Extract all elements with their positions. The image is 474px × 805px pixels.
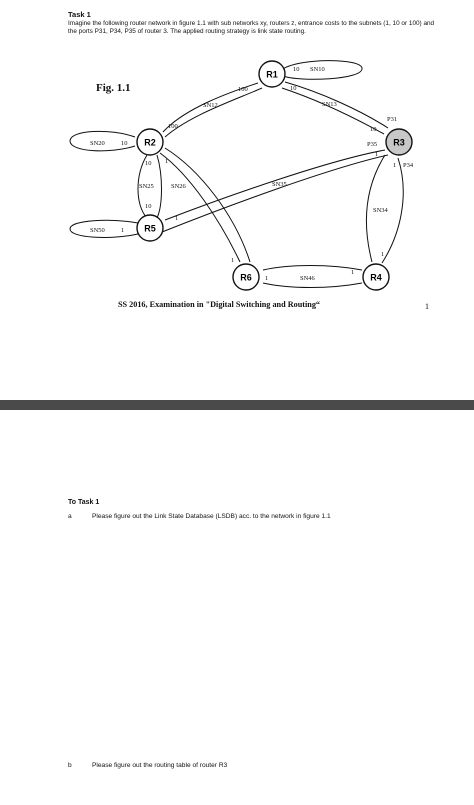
- cost-sn26-r2: 1: [165, 158, 169, 165]
- question-text: Please figure out the routing table of router R3: [92, 762, 228, 769]
- question-letter: a: [68, 513, 72, 520]
- router-r3: [386, 129, 412, 155]
- subnet-label-sn13: SN13: [322, 101, 337, 108]
- subnet-label-sn50: SN50: [90, 227, 105, 234]
- page-2: [0, 410, 474, 805]
- cost-sn34-r4: 1: [381, 251, 385, 258]
- page-number: 1: [425, 302, 429, 311]
- sn46-subnet: [263, 266, 362, 271]
- port-label-p34: P34: [403, 162, 414, 169]
- subnet-label-sn26: SN26: [171, 183, 186, 190]
- cost-sn20-r2: 10: [121, 140, 128, 147]
- subnet-label-sn46: SN46: [300, 275, 315, 282]
- router-label: R2: [144, 137, 156, 148]
- cost-sn46-r6: 1: [265, 275, 269, 282]
- router-label: R6: [240, 272, 252, 283]
- subnet-label-sn12: SN12: [203, 102, 218, 109]
- port-label-p35: P35: [367, 141, 378, 148]
- task-heading: Task 1: [68, 10, 91, 19]
- router-r4: [363, 264, 389, 290]
- cost-sn35-r3: 1: [375, 151, 379, 158]
- cost-sn50-r5: 1: [121, 227, 125, 234]
- subnet-label-sn20: SN20: [90, 140, 105, 147]
- cost-sn25-r5: 10: [145, 203, 152, 210]
- router-label: R1: [266, 69, 278, 80]
- cost-sn34-r3: 1: [393, 162, 397, 169]
- cost-sn12-r2: 100: [168, 123, 178, 130]
- figure-label: Fig. 1.1: [96, 82, 131, 94]
- task-description: Imagine the following router network in figure 1.1 with sub networks xy, routers z, entrance costs to the subnets (1, 10 or 100) and the ports P31, P34, P35 of router 3. The applied routing strategy is link state routing.: [68, 20, 435, 36]
- router-r6: [233, 264, 259, 290]
- cost-sn13-r1: 10: [290, 85, 297, 92]
- to-task-heading: To Task 1: [68, 499, 100, 506]
- cost-sn35-r5: 1: [175, 215, 179, 222]
- page-caption: SS 2016, Examination in "Digital Switching and Routing“: [118, 300, 321, 309]
- question-letter: b: [68, 762, 72, 769]
- page-separator: [0, 400, 474, 410]
- cost-sn13-r3: 10: [370, 126, 377, 133]
- network-diagram: [0, 0, 474, 300]
- router-label: R4: [370, 272, 382, 283]
- cost-sn46-r4: 1: [351, 269, 355, 276]
- cost-sn25-r2: 10: [145, 160, 152, 167]
- router-label: R3: [393, 137, 405, 148]
- subnet-label-sn34: SN34: [373, 207, 388, 214]
- question-text: Please figure out the Link State Database (LSDB) acc. to the network in figure 1.1: [92, 513, 331, 520]
- router-r2: [137, 129, 163, 155]
- port-label-p31: P31: [387, 116, 398, 123]
- cost-sn10-r1: 10: [293, 66, 300, 73]
- subnet-label-sn25: SN25: [139, 183, 154, 190]
- router-label: R5: [144, 223, 156, 234]
- subnet-label-sn10: SN10: [310, 66, 325, 73]
- cost-sn26-r6: 1: [231, 257, 235, 264]
- subnet-label-sn35: SN35: [272, 181, 287, 188]
- sn26-subnet: [160, 153, 240, 262]
- cost-sn12-r1: 100: [238, 86, 248, 93]
- router-r5: [137, 215, 163, 241]
- router-r1: [259, 61, 285, 87]
- page-1: [0, 0, 474, 400]
